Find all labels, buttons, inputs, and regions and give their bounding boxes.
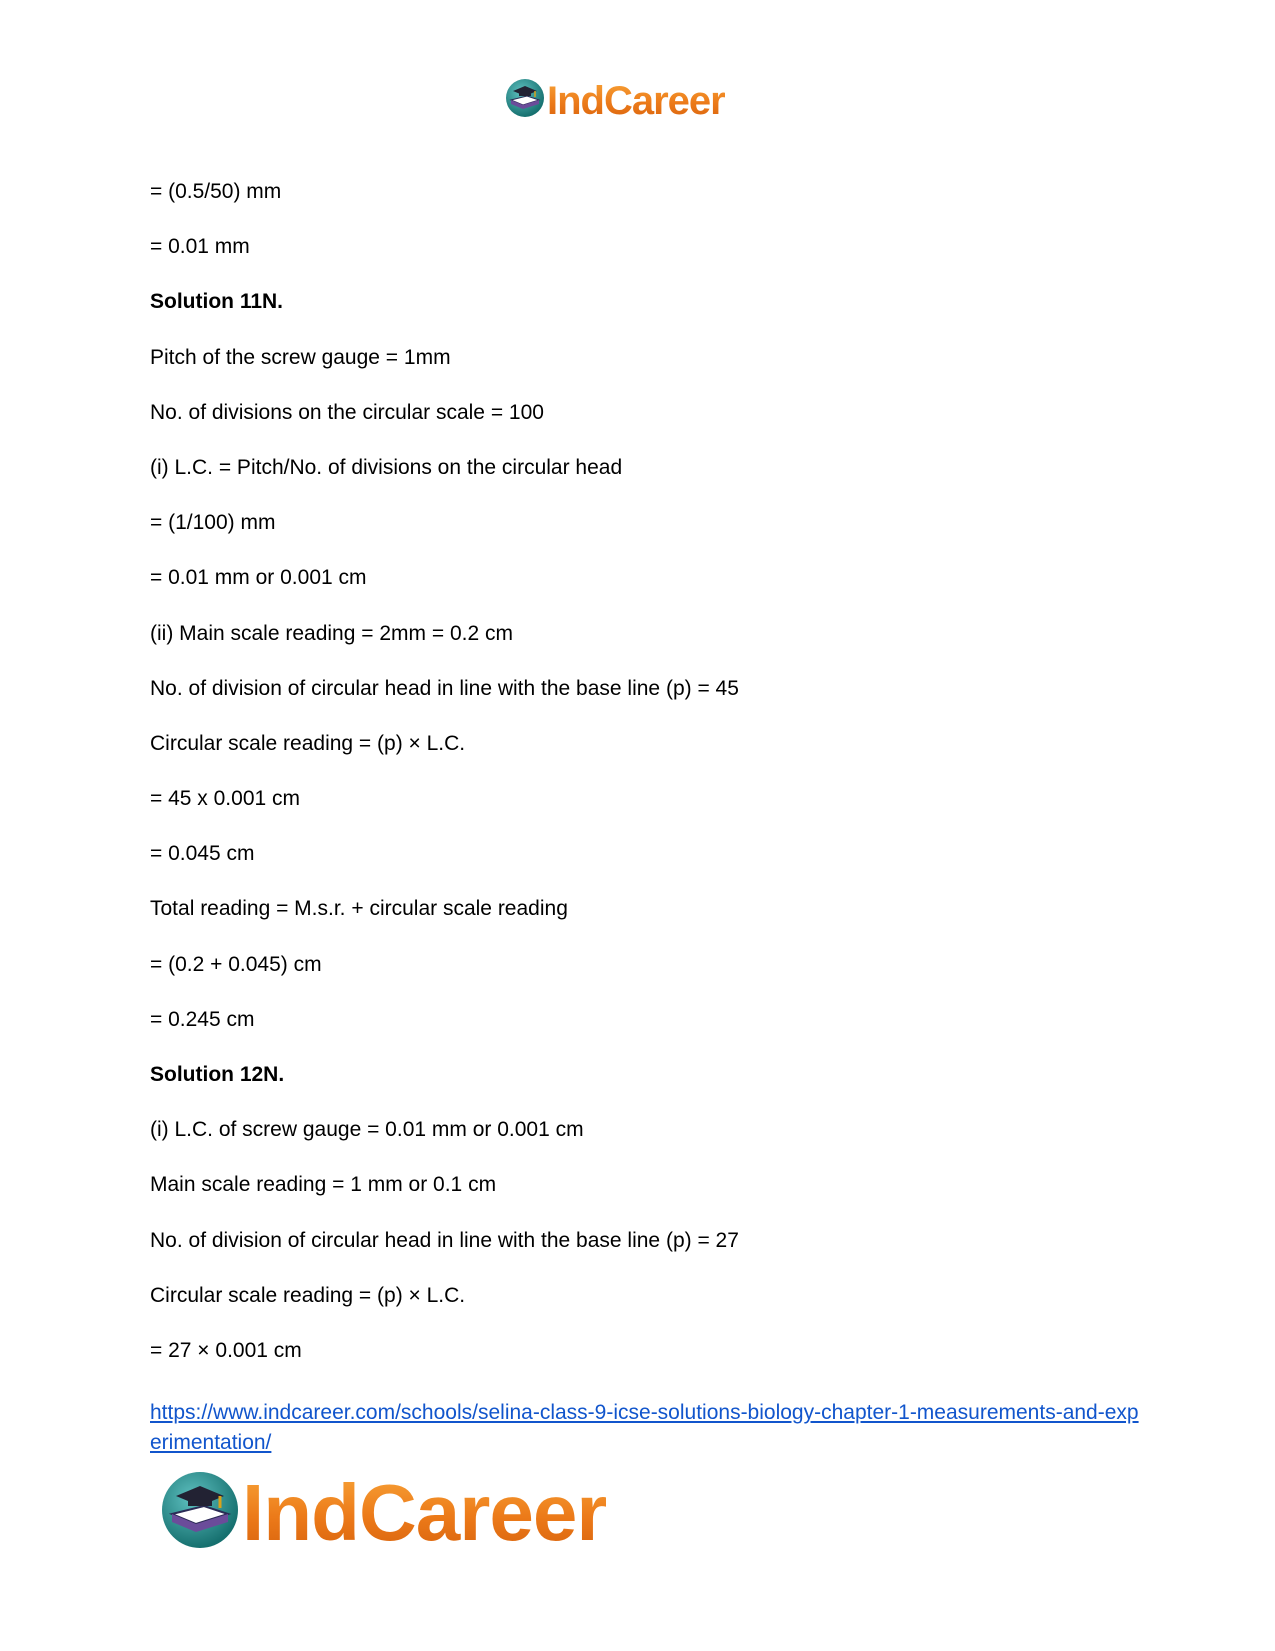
- solution-heading: Solution 11N.: [150, 290, 284, 314]
- solution-line: = 45 x 0.001 cm: [150, 787, 301, 811]
- logo-wordmark: IndCareer: [242, 1467, 607, 1557]
- solution-line: = (1/100) mm: [150, 511, 276, 535]
- solution-line: No. of divisions on the circular scale = 100: [150, 400, 544, 424]
- solution-line: = 0.045 cm: [150, 842, 255, 866]
- solution-line: = 0.01 mm: [150, 235, 250, 259]
- solution-line: Circular scale reading = (p) × L.C.: [150, 731, 466, 755]
- solution-line: = (0.5/50) mm: [150, 180, 282, 203]
- source-link-block: [150, 1398, 1140, 1458]
- graduation-book-icon: [160, 1470, 240, 1555]
- solution-line: Pitch of the screw gauge = 1mm: [150, 345, 451, 369]
- logo-wordmark: IndCareer: [547, 78, 725, 123]
- solution-line: = (0.2 + 0.045) cm: [150, 952, 322, 976]
- solution-line: Total reading = M.s.r. + circular scale reading: [150, 897, 568, 921]
- solution-line: = 27 × 0.001 cm: [150, 1338, 302, 1362]
- solution-line: Circular scale reading = (p) × L.C.: [150, 1283, 466, 1307]
- solution-line: (i) L.C. = Pitch/No. of divisions on the circular head: [150, 455, 623, 479]
- solution-heading: Solution 12N.: [150, 1063, 285, 1086]
- header-logo: [505, 78, 725, 123]
- graduation-book-icon: [505, 78, 545, 123]
- solution-line: (i) L.C. of screw gauge = 0.01 mm or 0.001 cm: [150, 1118, 584, 1142]
- solution-line: Main scale reading = 1 mm or 0.1 cm: [150, 1173, 497, 1197]
- source-link[interactable]: https://www.indcareer.com/schools/selina-class-9-icse-solutions-biology-chapter-1-measurements-and-experimentation/: [150, 1401, 1139, 1454]
- solution-line: No. of division of circular head in line with the base line (p) = 27: [150, 1228, 739, 1252]
- solution-content: [150, 178, 1130, 1392]
- footer-logo: [160, 1467, 607, 1557]
- solution-line: No. of division of circular head in line with the base line (p) = 45: [150, 676, 739, 700]
- solution-line: = 0.01 mm or 0.001 cm: [150, 566, 367, 590]
- solution-line: = 0.245 cm: [150, 1007, 255, 1031]
- solution-line: (ii) Main scale reading = 2mm = 0.2 cm: [150, 621, 513, 645]
